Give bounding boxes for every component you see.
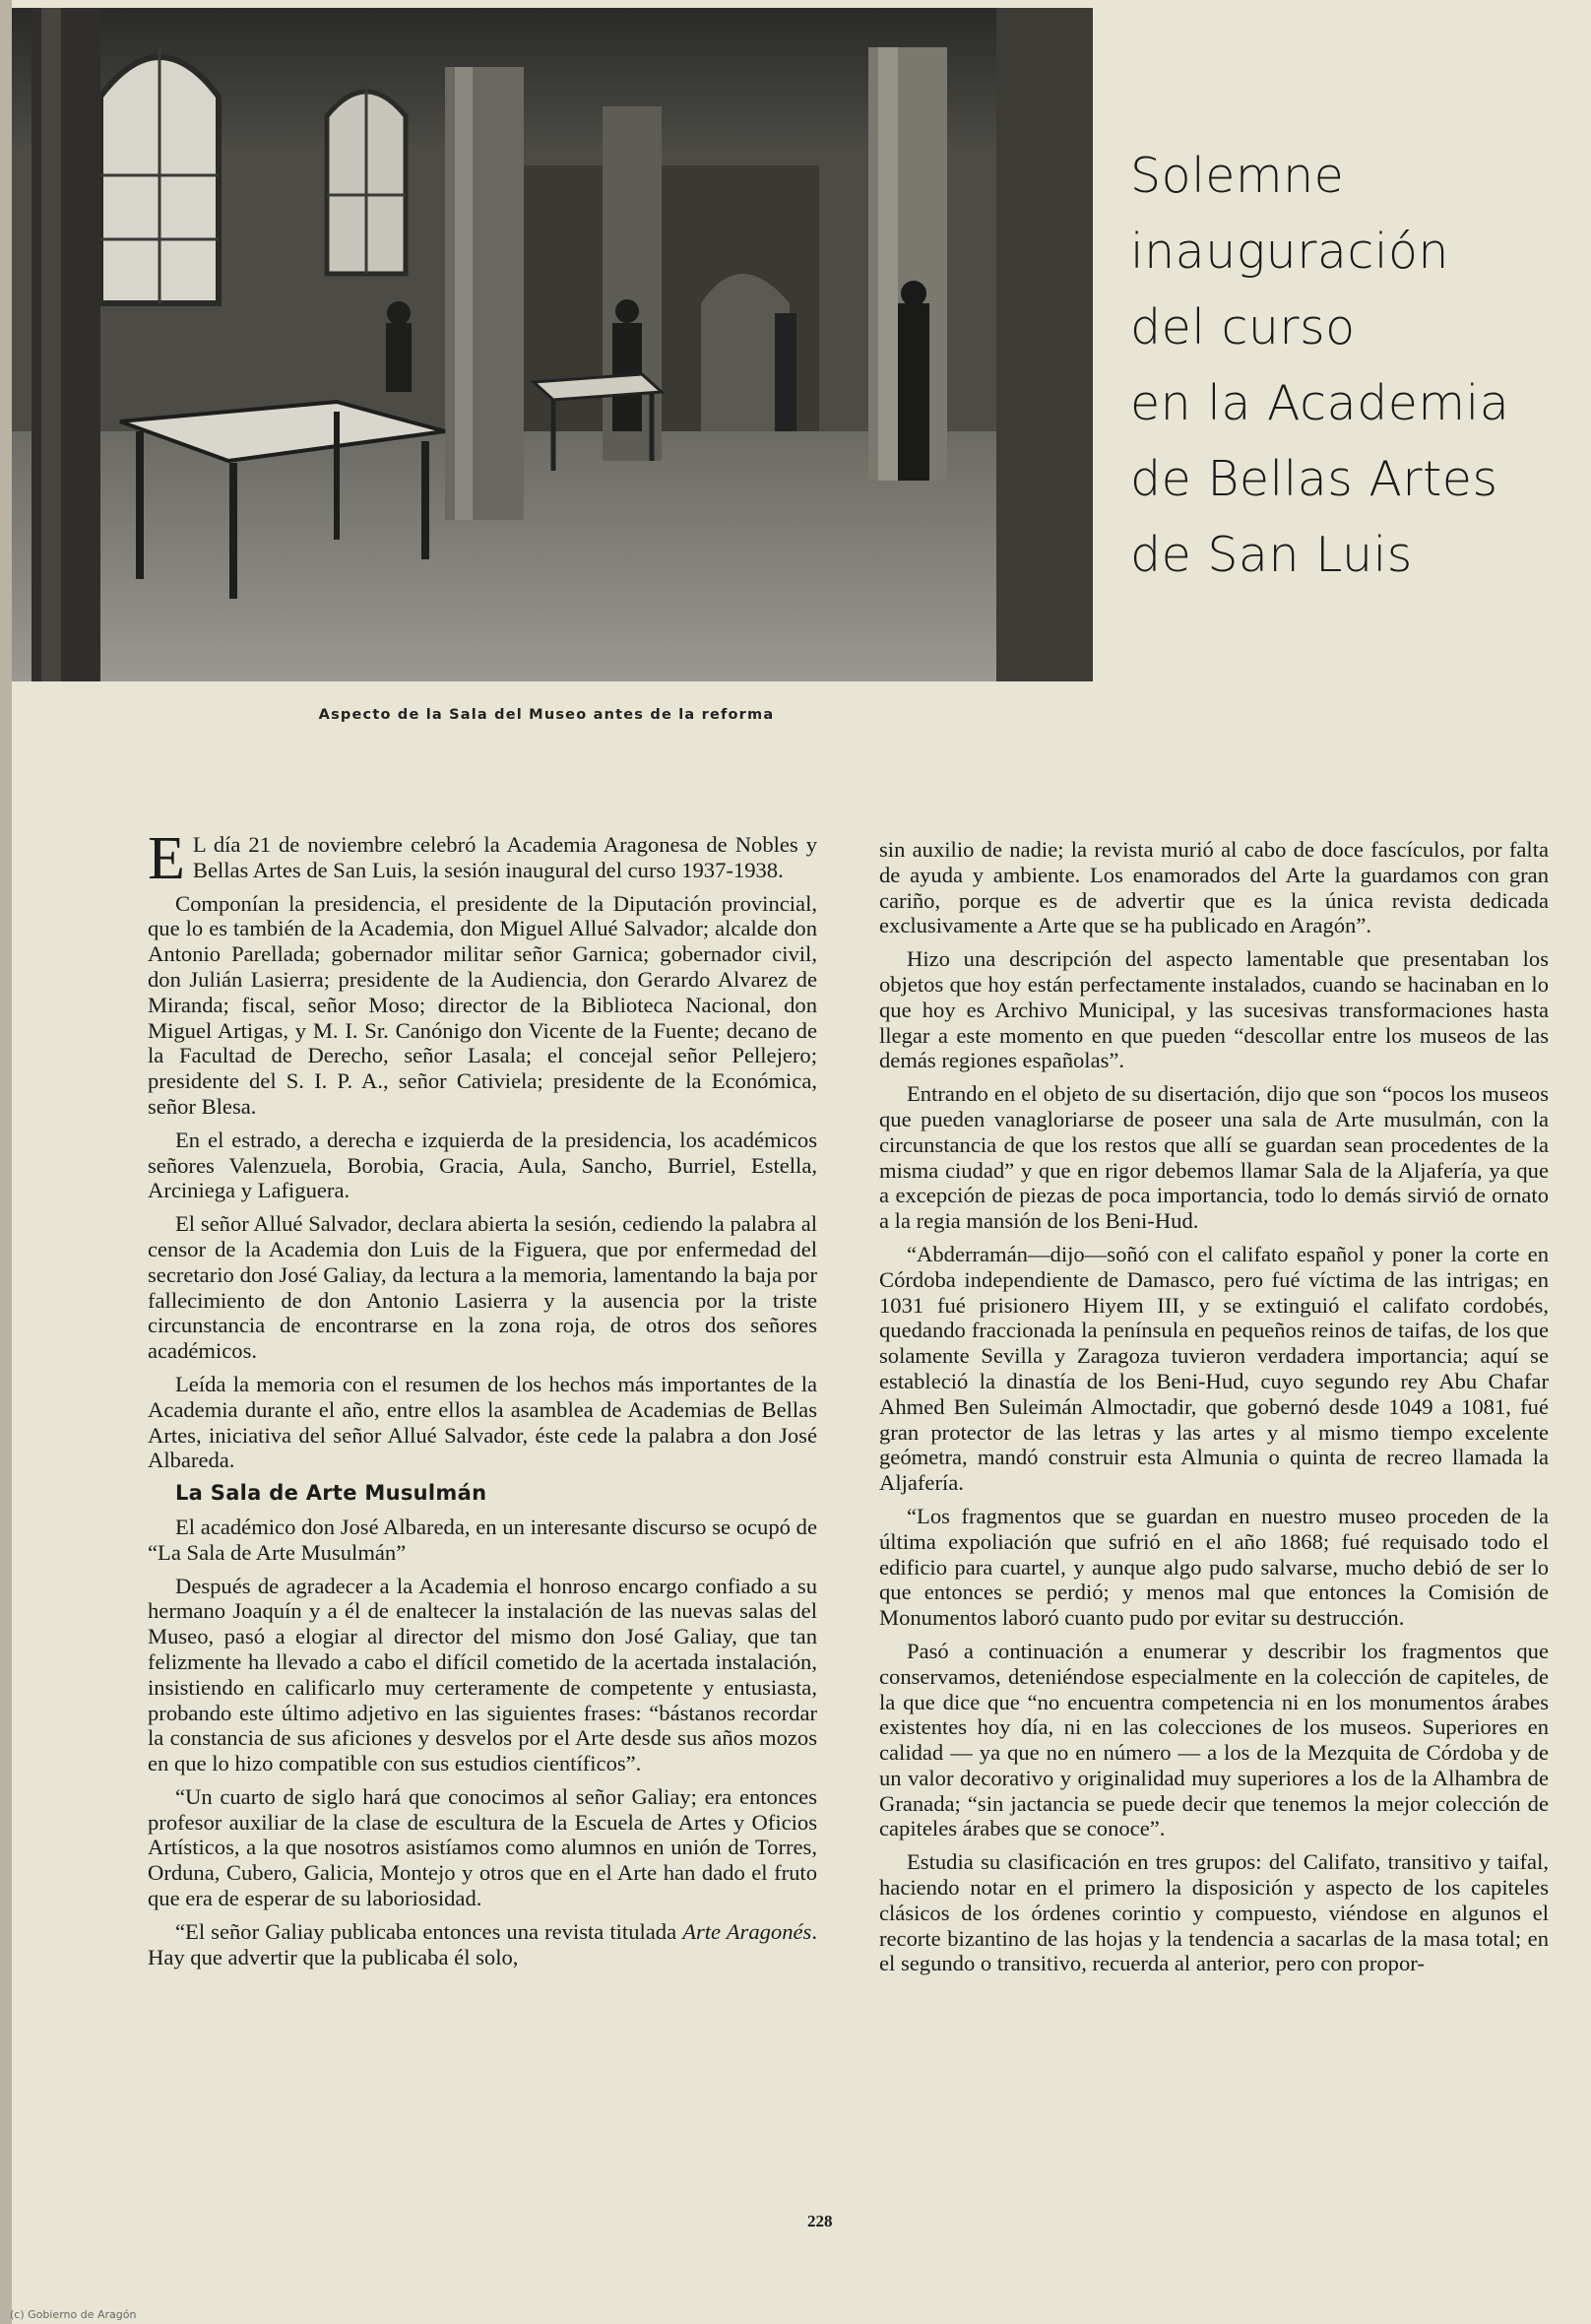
- title-line: de Bellas Artes: [1130, 451, 1498, 507]
- page-number: 228: [807, 2212, 833, 2230]
- paragraph: El académico don José Albareda, en un interesante discurso se ocupó de “La Sala de Arte Musulmán”: [148, 1514, 817, 1565]
- paragraph: Después de agradecer a la Academia el honroso encargo confiado a su hermano Joaquín y a él de enaltecer la instalación de las nuevas salas del Museo, pasó a elogiar al director del mismo don José Galiay, que tan felizmente ha llevado a cabo el difícil cometido de la acertada instalación, insistiendo en calificarlo muy certeramente de competente y entusiasta, probando este último adjetivo en las siguientes frases: “bástanos recordar la constancia de sus aficiones y desvelos por el Arte desde sus años mozos en que lo hizo compatible con sus estudios científicos”.: [148, 1573, 817, 1776]
- title-line: Solemne: [1130, 148, 1345, 204]
- paragraph: En el estrado, a derecha e izquierda de la presidencia, los académicos señores Valenzuela, Borobia, Gracia, Aula, Sancho, Burriel, Estella, Arciniega y Lafiguera.: [148, 1127, 817, 1203]
- museum-hall-image: [12, 8, 1093, 681]
- paragraph: Leída la memoria con el resumen de los hechos más importantes de la Academia durante el año, entre ellos la asamblea de Academias de Bellas Artes, iniciativa del señor Allué Salvador, éste cede la palabra a don José Albareda.: [148, 1371, 817, 1473]
- section-heading: La Sala de Arte Musulmán: [175, 1481, 487, 1506]
- paragraph: “Los fragmentos que se guardan en nuestro museo proceden de la última expoliación que sufrió en el año 1868; fué requisado todo el edificio para cuartel, y aunque algo pudo salvarse, mucho debió de ser lo que entonces se perdió; y menos mal que entonces la Comisión de Monumentos laboró cuanto pudo por evitar su destrucción.: [879, 1503, 1549, 1631]
- paragraph: “Un cuarto de siglo hará que conocimos al señor Galiay; era entonces profesor auxiliar de la clase de escultura de la Escuela de Artes y Oficios Artísticos, a la que nosotros asistíamos como alumnos en unión de Torres, Orduna, Cubero, Galicia, Montejo y otros que en el Arte han dado el fruto que era de esperar de su laboriosidad.: [148, 1783, 817, 1911]
- left-text-column: [148, 825, 817, 1977]
- paragraph-text: . Hay que advertir que la publicaba él solo,: [148, 1918, 817, 1969]
- opening-text: L día 21 de noviembre celebró la Academia Aragonesa de Nobles y Bellas Artes de San Luis, la sesión inaugural del curso 1937-1938.: [192, 832, 817, 882]
- continued-paragraph: sin auxilio de nadie; la revista murió al cabo de doce fascículos, por falta de ayuda y ambiente. Los enamorados del Arte la guardamos con gran cariño, porque es de advertir que es la única revista dedicada exclusivamente a Arte que se ha publicado en Aragón”.: [879, 837, 1549, 938]
- drop-cap: E: [148, 825, 185, 892]
- right-text-column: [879, 837, 1549, 1984]
- magazine-title: Arte Aragonés: [682, 1918, 812, 1944]
- page-binding-edge: [0, 0, 12, 2324]
- title-line: del curso: [1130, 299, 1356, 355]
- paragraph: [148, 1919, 817, 1970]
- opening-paragraph: [148, 825, 817, 892]
- museum-hall-photo: [12, 8, 1093, 681]
- paragraph: Estudia su clasificación en tres grupos: del Califato, transitivo y taifal, haciendo notar en el primero la disposición y aspecto de los capiteles clásicos de los órdenes corintio y compuesto, viéndose en algunos el recorte bizantino de las hojas y la tendencia a sacarlas de la masa total; en el segundo o transitivo, recuerda al anterior, pero con propor-: [879, 1849, 1549, 1976]
- paragraph-text: “El señor Galiay publicaba entonces una revista titulada: [175, 1918, 683, 1944]
- title-line: de San Luis: [1130, 527, 1413, 583]
- title-line: en la Academia: [1130, 375, 1510, 431]
- paragraph: Componían la presidencia, el presidente de la Diputación provincial, que lo es también de la Academia, don Miguel Allué Salvador; alcalde don Antonio Parellada; gobernador militar señor Garnica; gobernador civil, don Julián Lasierra; presidente de la Audiencia, don Gerardo Alvarez de Miranda; fiscal, señor Moso; director de la Biblioteca Nacional, don Miguel Artigas, y M. I. Sr. Canónigo don Vicente de la Fuente; decano de la Facultad de Derecho, señor Lasala; el concejal señor Pellejero; presidente del S. I. P. A., señor Cativiela; presidente de la Económica, señor Blesa.: [148, 890, 817, 1119]
- copyright-notice: (c) Gobierno de Aragón: [10, 2308, 137, 2321]
- paragraph: Pasó a continuación a enumerar y describir los fragmentos que conservamos, deteniéndose especialmente en la colección de capiteles, de la que dice que “no encuentra competencia ni en los monumentos árabes existentes hoy día, ni en las colecciones de los museos. Superiores en calidad — ya que no en número — a los de la Mezquita de Córdoba y de un valor decorativo y originalidad muy superiores a los de la Alhambra de Granada; “sin jactancia se puede decir que tenemos la mejor colección de capiteles árabes que se conoce”.: [879, 1638, 1549, 1841]
- paragraph: El señor Allué Salvador, declara abierta la sesión, cediendo la palabra al censor de la Academia don Luis de la Figuera, que por enfermedad del secretario don José Galiay, da lectura a la memoria, lamentando la baja por fallecimiento de don Antonio Lasierra y la ausencia por la triste circunstancia de encontrarse en la zona roja, de otros dos señores académicos.: [148, 1211, 817, 1364]
- article-title: [1130, 138, 1563, 593]
- title-line: inauguración: [1130, 224, 1449, 280]
- photo-caption: Aspecto de la Sala del Museo antes de la reforma: [318, 707, 775, 723]
- paragraph: Hizo una descripción del aspecto lamentable que presentaban los objetos que hoy están perfectamente instalados, cuando se hacinaban en lo que hoy es Archivo Municipal, y las sucesivas transformaciones hasta llegar a este momento en que pueden “descollar entre los museos de las demás regiones españolas”.: [879, 946, 1549, 1073]
- paragraph: “Abderramán—dijo—soñó con el califato español y poner la corte en Córdoba independiente de Damasco, pero fué víctima de las intrigas; en 1031 fué prisionero Hiyem III, y se extinguió el califato cordobés, quedando fraccionada la península en pequeños reinos de taifas, de los que solamente Sevilla y Zaragoza tuvieron verdadera importancia; aquí se estableció la dinastía de los Beni-Hud, cuyo segundo rey Abu Chafar Ahmed Ben Suleimán Almoctadir, que gobernó desde 1049 a 1081, fué gran protector de las letras y las artes y al mismo tiempo excelente geómetra, mandó construir esta Almunia o quinta de recreo llamada la Aljafería.: [879, 1241, 1549, 1496]
- paragraph: Entrando en el objeto de su disertación, dijo que son “pocos los museos que pueden vanagloriarse de poseer una sala de Arte musulmán, con la circunstancia de que los restos que allí se guardan sean procedentes de la misma ciudad” y que en rigor debemos llamar Sala de la Aljafería, ya que a excepción de piezas de poca importancia, todo lo demás sirvió de ornato a la regia mansión de los Beni-Hud.: [879, 1081, 1549, 1234]
